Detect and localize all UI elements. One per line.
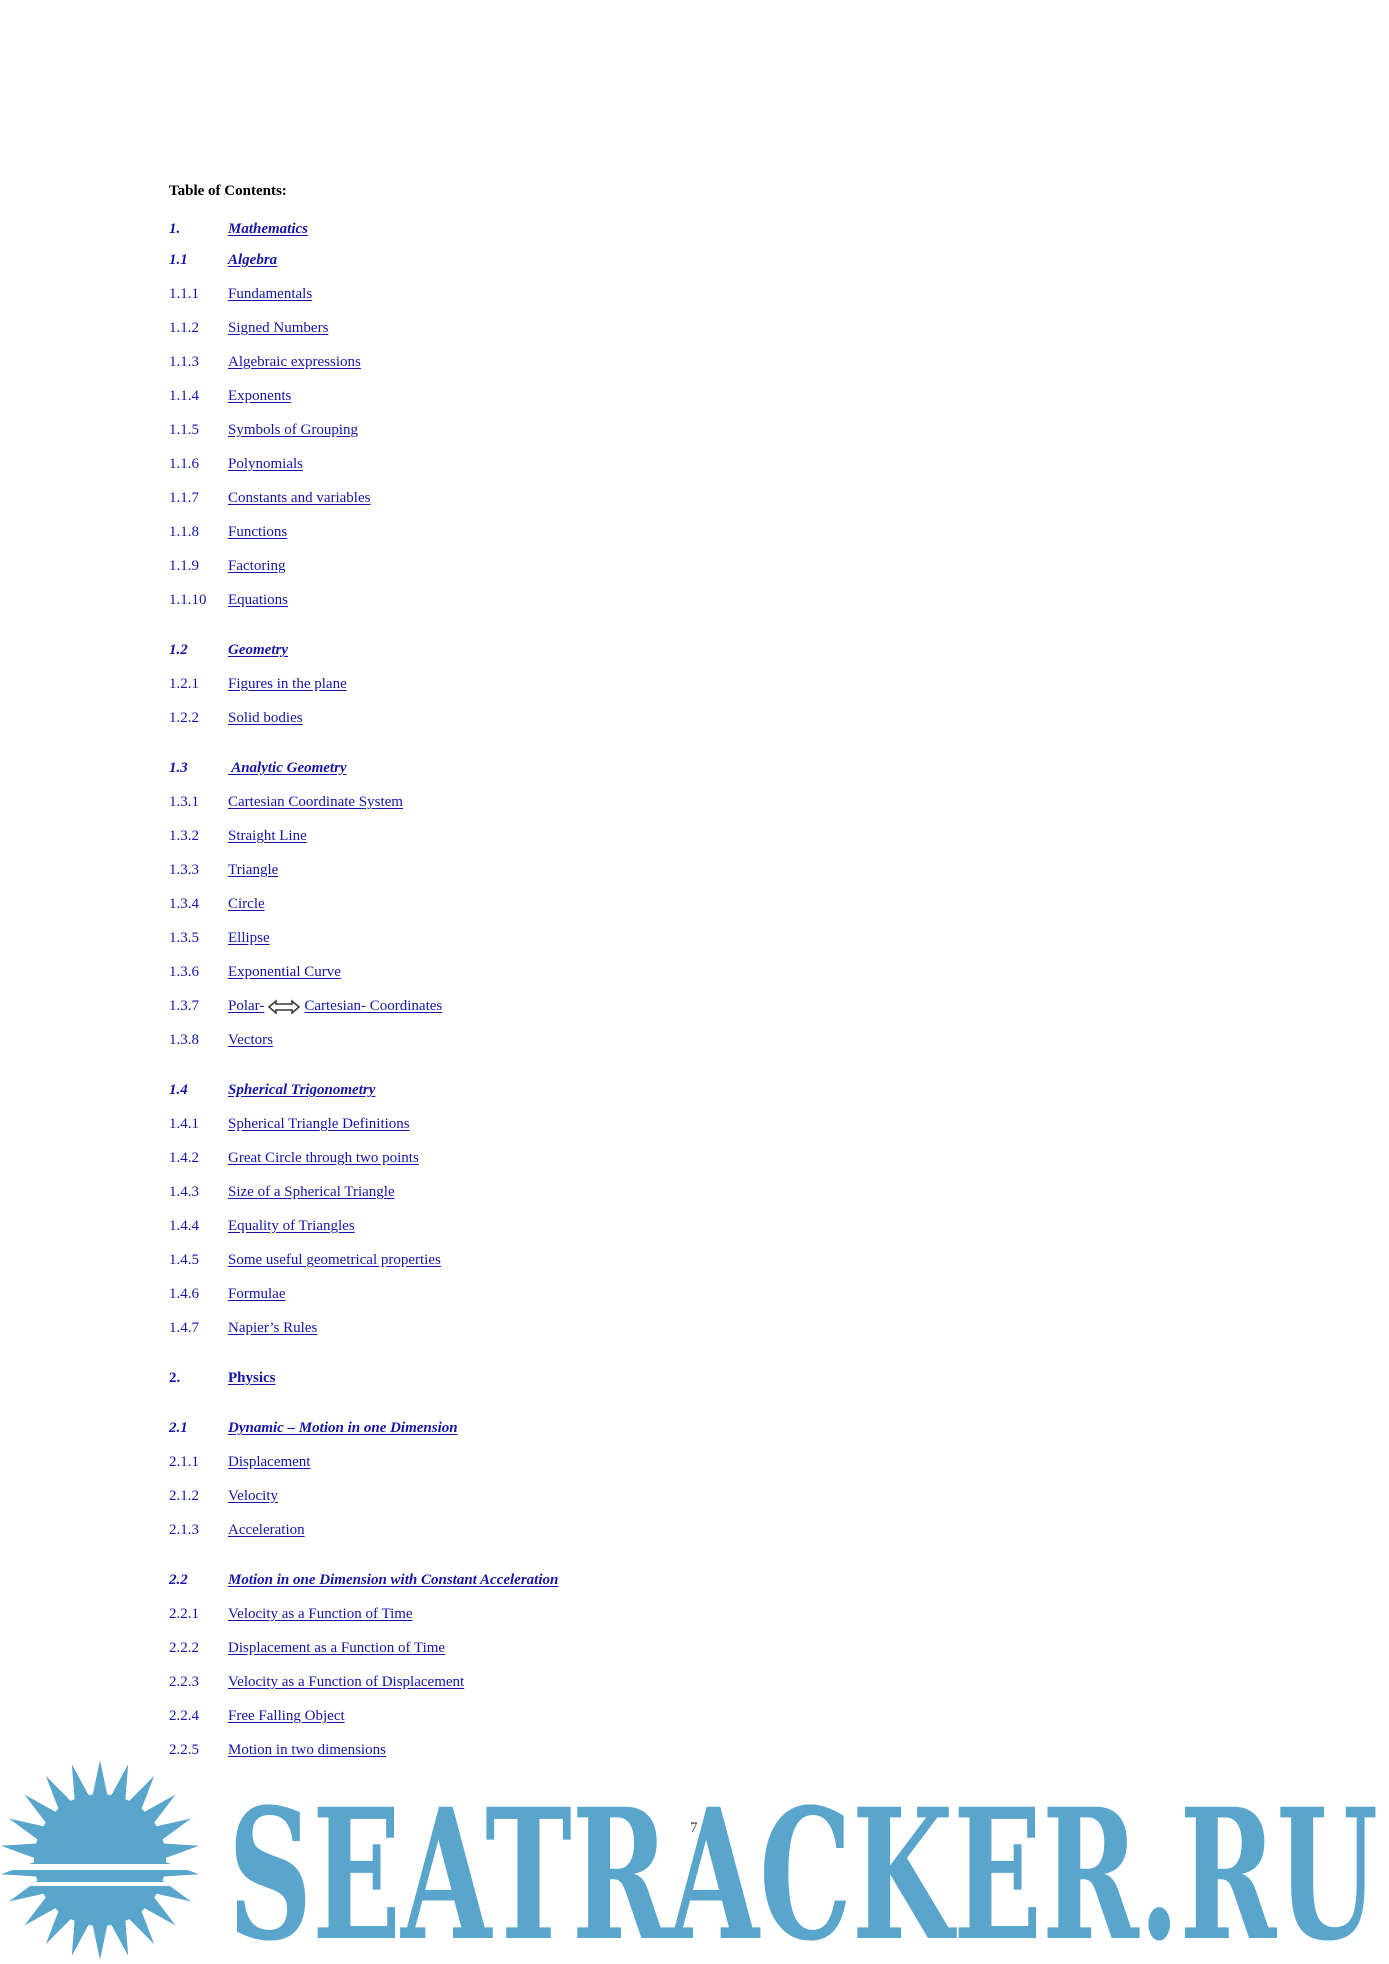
toc-entry-number: 2.2.5 <box>169 1742 199 1758</box>
toc-entry-number: 1.1.3 <box>169 354 199 370</box>
toc-entry-label-continued: Cartesian- Coordinates <box>304 998 443 1014</box>
toc-entry-label: Factoring <box>228 558 286 574</box>
toc-entry-number: 1.1.8 <box>169 524 199 540</box>
toc-entry-number: 1.3.6 <box>169 964 199 980</box>
toc-entry-label: Napier’s Rules <box>228 1320 318 1336</box>
toc-entry-number: 1.3.5 <box>169 930 199 946</box>
toc-entry-label: Algebraic expressions <box>228 354 361 370</box>
toc-entry[interactable] <box>169 964 341 981</box>
toc-entry-number: 2.2.4 <box>169 1708 199 1724</box>
toc-entry[interactable] <box>169 676 347 693</box>
toc-entry-label: Velocity <box>228 1488 278 1504</box>
toc-entry-label: Vectors <box>228 1032 273 1048</box>
toc-entry[interactable] <box>169 1218 355 1235</box>
toc-entry[interactable] <box>169 490 370 507</box>
toc-entry-number: 1.1.5 <box>169 422 199 438</box>
toc-entry-label: Geometry <box>228 642 288 658</box>
toc-entry-number: 2.1 <box>169 1420 188 1436</box>
toc-entry-number: 1.1.2 <box>169 320 199 336</box>
toc-entry[interactable] <box>169 1742 386 1759</box>
toc-entry[interactable] <box>169 1488 278 1505</box>
toc-entry-label: Polar- <box>228 998 265 1014</box>
toc-entry[interactable] <box>169 252 277 269</box>
toc-entry-number: 1.4 <box>169 1082 188 1098</box>
toc-entry[interactable] <box>169 1572 558 1589</box>
toc-entry[interactable] <box>169 862 278 879</box>
toc-entry-label: Mathematics <box>228 221 309 237</box>
toc-entry-label: Straight Line <box>228 828 307 844</box>
toc-entry-number: 1.3.1 <box>169 794 199 810</box>
toc-entry[interactable] <box>169 1606 413 1623</box>
toc-entry-number: 1.1.1 <box>169 286 199 302</box>
toc-entry-number: 1.3.7 <box>169 998 199 1014</box>
toc-entry[interactable] <box>169 1420 458 1437</box>
toc-entry-number: 1.2 <box>169 642 188 658</box>
toc-entry-number: 1.4.3 <box>169 1184 199 1200</box>
toc-entry[interactable] <box>169 422 358 439</box>
toc-entry[interactable] <box>169 896 265 913</box>
toc-entry-label: Exponential Curve <box>228 964 341 980</box>
toc-entry[interactable] <box>169 1674 464 1691</box>
toc-entry-label: Acceleration <box>228 1522 305 1538</box>
toc-entry[interactable] <box>169 760 347 777</box>
toc-entry-number: 1.1 <box>169 252 188 268</box>
toc-entry-number: 1.1.9 <box>169 558 199 574</box>
watermark-text: SEATRACKER.RU <box>228 1770 1378 1964</box>
toc-entry-label: Fundamentals <box>228 286 313 302</box>
toc-entry[interactable] <box>169 1320 317 1337</box>
toc-entry-label: Free Falling Object <box>228 1708 345 1724</box>
toc-entry-number: 1.3.8 <box>169 1032 199 1048</box>
toc-entry[interactable] <box>169 1252 441 1269</box>
toc-entry[interactable] <box>169 1640 445 1657</box>
toc-entry-number: 1.3.2 <box>169 828 199 844</box>
toc-entry-label: Dynamic – Motion in one Dimension <box>228 1420 458 1436</box>
toc-entry-label: Circle <box>228 896 265 912</box>
toc-entry-number: 1.4.7 <box>169 1320 199 1336</box>
toc-entry[interactable] <box>169 592 288 609</box>
toc-entry-label: Velocity as a Function of Time <box>228 1606 413 1622</box>
toc-entry-label: Equations <box>228 592 288 608</box>
toc-entry-label: Symbols of Grouping <box>228 422 359 438</box>
toc-entry[interactable] <box>169 1370 276 1387</box>
toc-entry-number: 1.1.6 <box>169 456 199 472</box>
toc-entry[interactable] <box>169 1150 419 1167</box>
toc-entry-label: Polynomials <box>228 456 304 472</box>
toc-entry-number: 1.3 <box>169 760 188 776</box>
toc-entry-label: Spherical Triangle Definitions <box>228 1116 410 1132</box>
toc-entry-label: Analytic Geometry <box>228 760 347 776</box>
toc-entry-number: 1.4.5 <box>169 1252 199 1268</box>
toc-entry-label: Ellipse <box>228 930 270 946</box>
toc-entry-number: 2.1.2 <box>169 1488 199 1504</box>
toc-entry-number: 1.4.4 <box>169 1218 199 1234</box>
toc-entry-label: Constants and variables <box>228 490 371 506</box>
toc-entry-label: Great Circle through two points <box>228 1150 419 1166</box>
sun-icon <box>1 1760 199 1960</box>
toc-entry-label: Exponents <box>228 388 292 404</box>
toc-entry-number: 2.2.3 <box>169 1674 199 1690</box>
toc-entry-number: 2.2.2 <box>169 1640 199 1656</box>
toc-entry[interactable] <box>169 524 287 541</box>
toc-entry-number: 2. <box>169 1370 181 1386</box>
toc-entry[interactable] <box>169 642 288 659</box>
toc-entry-number: 2.2.1 <box>169 1606 199 1622</box>
toc-entry-label: Displacement as a Function of Time <box>228 1640 446 1656</box>
toc-entry[interactable] <box>169 388 291 405</box>
toc-entry-label: Functions <box>228 524 288 540</box>
toc-entry-label: Motion in one Dimension with Constant Acceleration <box>228 1572 559 1588</box>
toc-entry[interactable] <box>169 1708 345 1725</box>
toc-entry-number: 1.3.3 <box>169 862 199 878</box>
toc-entry-number: 2.1.1 <box>169 1454 199 1470</box>
toc-entry-label: Algebra <box>228 252 278 268</box>
toc-entry-label: Displacement <box>228 1454 311 1470</box>
toc-entry[interactable] <box>169 1082 375 1099</box>
seatracker-watermark-logo <box>0 1760 1389 1964</box>
toc-entry-number: 1. <box>169 221 181 237</box>
toc-entry[interactable] <box>169 286 312 303</box>
toc-entry-number: 1.4.6 <box>169 1286 199 1302</box>
toc-entry[interactable] <box>169 1184 395 1201</box>
toc-entry[interactable] <box>169 710 303 727</box>
toc-entry[interactable] <box>169 558 286 575</box>
toc-entry-number: 1.1.10 <box>169 592 207 608</box>
toc-entry-label: Figures in the plane <box>228 676 347 692</box>
toc-entry-label: Solid bodies <box>228 710 303 726</box>
toc-entry-number: 1.2.2 <box>169 710 199 726</box>
toc-entry-label: Spherical Trigonometry <box>228 1082 376 1098</box>
toc-entry[interactable] <box>169 221 308 238</box>
toc-entry-number: 1.1.7 <box>169 490 199 506</box>
double-arrow-icon <box>267 999 301 1015</box>
toc-entry[interactable] <box>169 794 403 811</box>
toc-entry-number: 1.3.4 <box>169 896 199 912</box>
toc-entry-number: 1.4.1 <box>169 1116 199 1132</box>
toc-entry[interactable] <box>169 456 303 473</box>
toc-entry[interactable] <box>169 828 307 845</box>
toc-entry-label: Some useful geometrical properties <box>228 1252 441 1268</box>
toc-entry-label: Velocity as a Function of Displacement <box>228 1674 465 1690</box>
toc-entry-number: 2.1.3 <box>169 1522 199 1538</box>
toc-title: Table of Contents: <box>169 183 287 199</box>
toc-entry-number: 1.4.2 <box>169 1150 199 1166</box>
toc-entry-label: Triangle <box>228 862 279 878</box>
toc-entry-label: Motion in two dimensions <box>228 1742 386 1758</box>
toc-entry-number: 2.2 <box>169 1572 188 1588</box>
toc-entry-number: 1.1.4 <box>169 388 199 404</box>
toc-entry[interactable] <box>169 320 328 337</box>
toc-entry[interactable] <box>169 998 442 1015</box>
toc-entry[interactable] <box>169 1116 410 1133</box>
toc-entry-label: Physics <box>228 1370 276 1386</box>
toc-entry-label: Cartesian Coordinate System <box>228 794 403 810</box>
toc-entry-label: Formulae <box>228 1286 286 1302</box>
toc-entry[interactable] <box>169 1032 273 1049</box>
toc-entry-number: 1.2.1 <box>169 676 199 692</box>
page-number: 7 <box>690 1820 698 1836</box>
toc-entry[interactable] <box>169 1454 310 1471</box>
toc-entry[interactable] <box>169 1286 286 1303</box>
toc-entry[interactable] <box>169 1522 305 1539</box>
toc-entry-label: Equality of Triangles <box>228 1218 355 1234</box>
toc-entry[interactable] <box>169 930 270 947</box>
toc-entry-label: Signed Numbers <box>228 320 329 336</box>
toc-entry[interactable] <box>169 354 361 371</box>
toc-entry-label: Size of a Spherical Triangle <box>228 1184 395 1200</box>
